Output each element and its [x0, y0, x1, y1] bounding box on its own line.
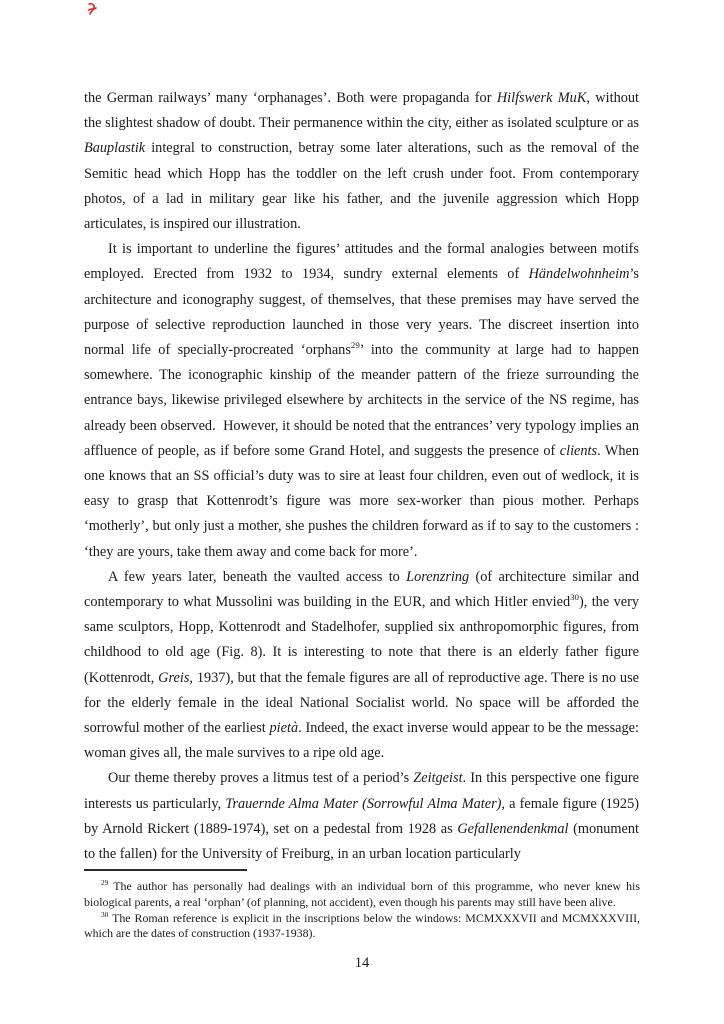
footnote-separator-rule [84, 869, 247, 871]
text-segment: Greis [158, 669, 190, 686]
footnote-30 [84, 911, 640, 943]
text-segment: integral to construction, betray some later alterations, such as the removal of the Semitic head which Hopp has the toddler on the left crush under foot. From contemporary photos, of a lad in military gear like his father, and the juvenile aggression which Hopp articulates, is inspired our illustration. [84, 140, 639, 233]
text-segment: Our theme thereby proves a litmus test of a period’s [108, 770, 414, 787]
text-segment: ), the very same sculptors, Hopp, Kottenrodt and Stadelhofer, supplied six anthropomorphic figures, from childhood to old age (Fig. 8). It is interesting to note that there is an elderly father figure (Kottenrodt, [84, 594, 639, 686]
text-segment: pietà [269, 720, 299, 737]
text-segment: , a female figure (1925) by Arnold Rickert (1889-1974), set on a pedestal from 1928 as [84, 795, 639, 837]
text-segment: The author has personally had dealings with an individual born of this programme, who never knew his biological parents, a real ‘orphan’ (of planning, not accident), even though his parents may still have been alive. [84, 879, 640, 909]
footnote-reference: 29 [101, 878, 109, 888]
text-segment: (of architecture similar and contemporary to what Mussolini was building in the EUR, and which Hitler envied [84, 568, 639, 611]
text-segment: (monument to the fallen) for the University of Freiburg, in an urban location particularly [84, 820, 639, 863]
text-segment: Lorenzring [406, 568, 470, 585]
footnote-reference: 30 [570, 592, 579, 603]
text-segment: ’ into the community at large had to happen somewhere. The iconographic kinship of the meander pattern of the frieze surrounding the entrance bays, likewise privileged elsewhere by architects in the service of the NS regime, has already been observed. However, it should be noted that the entrances’ very typology implies an affluence of people, as if before some Grand Hotel, and suggests the presence of [84, 342, 639, 459]
footnotes [84, 879, 640, 942]
text-segment: Trauernde Alma Mater (Sorrowful Alma Mater) [225, 795, 502, 812]
paragraph [84, 565, 639, 767]
text-segment: Hilfswerk MuK [496, 90, 587, 106]
text-segment: Zeitgeist [413, 770, 463, 787]
body-text [84, 86, 639, 867]
page-number: 14 [354, 955, 370, 971]
text-segment: The Roman reference is explicit in the inscriptions below the windows: MCMXXXVII and MCMXXXVIII, which are the dates of construction (1937-1938). [84, 910, 640, 941]
text-segment: Händelwohnheim [528, 266, 630, 283]
footnote-reference: 30 [101, 909, 109, 919]
text-segment: clients [559, 442, 598, 459]
text-segment: the German railways’ many ‘orphanages’. Both were propaganda for [84, 90, 497, 106]
text-segment: It is important to underline the figures’ attitudes and the formal analogies between motifs employed. Erected from 1932 to 1934, sundry external elements of [84, 241, 639, 283]
text-segment: ’s architecture and iconography suggest, of themselves, that these premises may have served the purpose of selective reproduction launched in those very years. The discreet insertion into normal life of specially-procreated ‘orphans [84, 266, 639, 359]
footnote-29 [84, 879, 640, 911]
text-segment: Gefallenendenkmal [457, 820, 569, 837]
paragraph [84, 86, 639, 237]
text-segment: , 1937), but that the female figures are all of reproductive age. There is no use for the elderly female in the ideal National Socialist world. No space will be afforded the sorrowful mother of the earliest [84, 669, 639, 737]
paragraph [84, 237, 639, 565]
text-segment: , without the slightest shadow of doubt. Their permanence within the city, either as isolated sculpture or as [84, 90, 639, 132]
paragraph [84, 766, 639, 867]
text-segment: . Indeed, the exact inverse would appear to be the message: woman gives all, the male survives to a ripe old age. [84, 720, 639, 762]
text-segment: Bauplastik [84, 140, 146, 157]
red-annotation-mark [87, 3, 97, 15]
text-segment: . When one knows that an SS official’s duty was to sire at least four children, even out of wedlock, it is easy to grasp that Kottenrodt’s figure was more sex-worker than pious mother. Perhaps ‘motherly’, but only just a mother, she pushes the children forward as if to say to the customers : ‘they are yours, take them away and come back for more’. [84, 442, 640, 560]
text-segment: . In this perspective one figure interests us particularly, [84, 770, 639, 812]
text-segment: A few years later, beneath the vaulted access to [108, 568, 407, 585]
footnote-reference: 29 [350, 340, 360, 351]
